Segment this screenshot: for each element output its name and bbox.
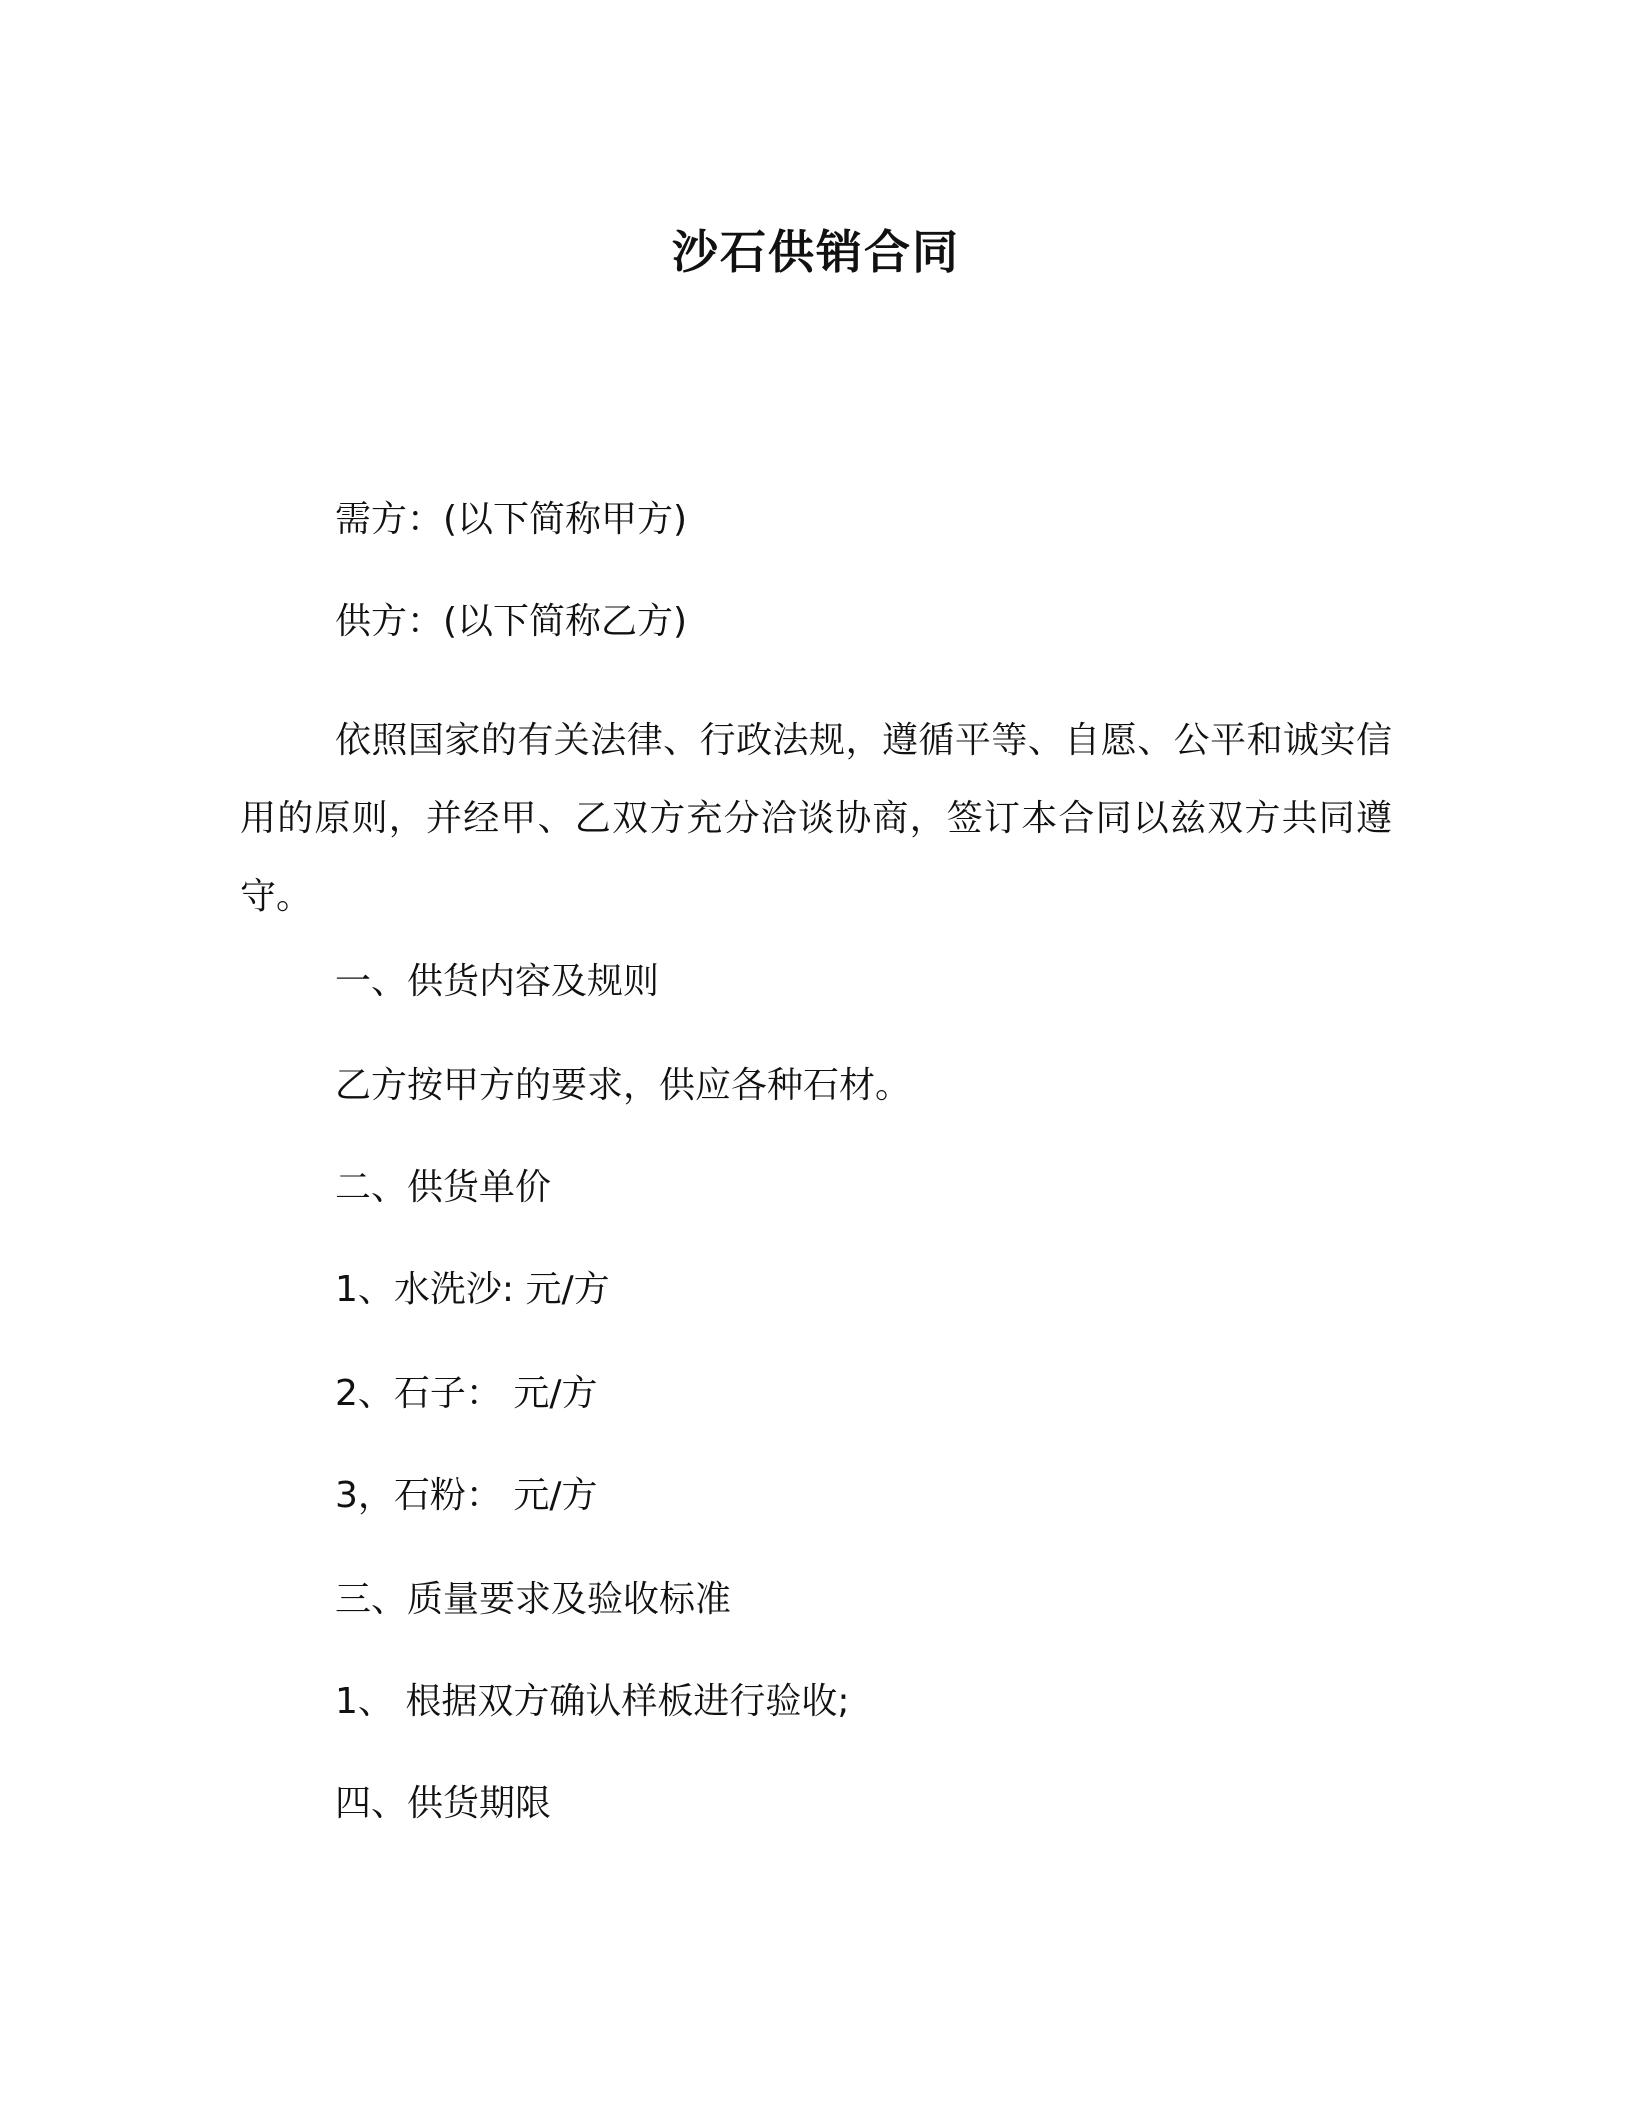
price-item-1: 1、水洗沙: 元/方	[335, 1269, 610, 1310]
section-2-heading: 二、供货单价	[335, 1167, 552, 1208]
section-1-heading: 一、供货内容及规则	[335, 961, 660, 1002]
preamble-paragraph: 依照国家的有关法律、行政法规，遵循平等、自愿、公平和诚实信用的原则，并经甲、乙双方充分洽谈协商，签订本合同以兹双方共同遵守。	[240, 720, 1392, 917]
quality-item-1: 1、 根据双方确认样板进行验收;	[335, 1681, 850, 1722]
section-3-heading: 三、质量要求及验收标准	[335, 1579, 732, 1620]
party-b-line: 供方：(以下简称乙方)	[335, 601, 688, 642]
price-item-3: 3，石粉： 元/方	[335, 1475, 598, 1516]
section-1-text: 乙方按甲方的要求，供应各种石材。	[335, 1065, 912, 1106]
section-4-heading: 四、供货期限	[335, 1783, 552, 1824]
document-title: 沙石供销合同	[672, 225, 960, 279]
price-item-2: 2、石子： 元/方	[335, 1373, 598, 1414]
party-a-line: 需方：(以下简称甲方)	[335, 499, 688, 540]
